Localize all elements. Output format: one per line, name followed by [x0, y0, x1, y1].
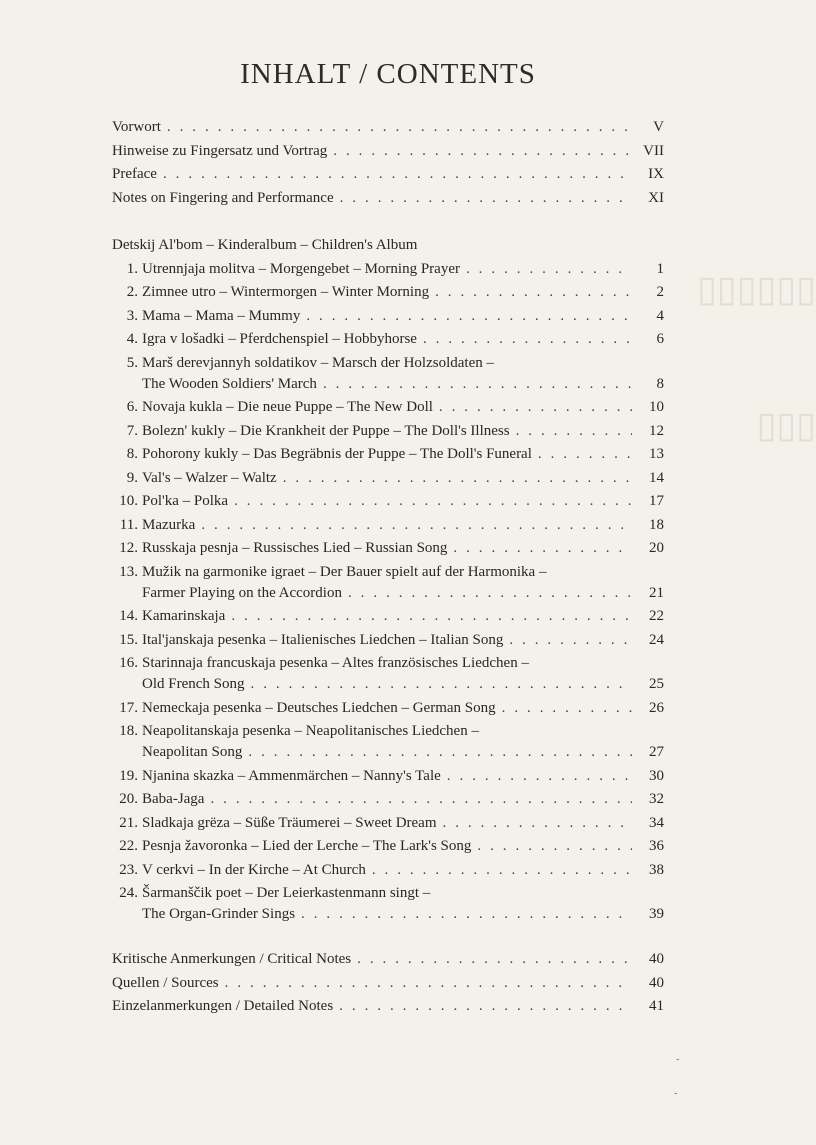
toc-entry-first-line — [112, 561, 664, 582]
toc-entry-number: 15. — [119, 631, 138, 648]
show-through-text: ▯▯▯▯▯▯ — [697, 269, 816, 309]
toc-entry-page: VII — [643, 142, 664, 159]
dot-leader — [225, 972, 632, 996]
toc-entry-page: IX — [648, 166, 664, 182]
dot-leader — [516, 420, 632, 444]
toc-entry-number: 19. — [119, 767, 138, 784]
toc-entry-label: Šarmanščik poet – Der Leierkastenmann singt – — [142, 885, 431, 901]
toc-entry[interactable] — [112, 537, 664, 561]
toc-entry-page: 14 — [649, 469, 664, 486]
toc-entry-page: 13 — [649, 446, 664, 462]
toc-entry-label: Val's – Walzer – Waltz — [142, 469, 277, 486]
toc-entry-title — [112, 116, 161, 140]
toc-entry-title — [112, 859, 366, 883]
toc-entry-page: 25 — [649, 676, 664, 692]
toc-entry-page: 8 — [656, 375, 664, 392]
dot-leader — [453, 537, 632, 561]
toc-entry-number: 22. — [119, 838, 138, 854]
toc-entry-number: 10. — [119, 493, 138, 509]
toc-entry-title — [112, 812, 437, 836]
toc-entry[interactable] — [112, 995, 664, 1019]
toc-entry-title — [112, 673, 245, 697]
toc-entry[interactable] — [112, 514, 664, 538]
toc-entry-title — [112, 281, 429, 305]
toc-entry[interactable] — [112, 697, 664, 721]
toc-entry-page: 22 — [649, 608, 664, 624]
toc-entry-label: Novaja kukla – Die neue Puppe – The New Doll — [142, 399, 433, 415]
toc-entry[interactable] — [112, 948, 664, 972]
toc-entry-title — [112, 948, 351, 972]
toc-entry-page: 4 — [656, 307, 664, 324]
dot-leader — [447, 765, 632, 789]
dot-leader — [333, 140, 632, 164]
toc-entry-page: 41 — [649, 998, 664, 1014]
toc-entry-page: 1 — [656, 260, 664, 277]
toc-entry-label: Sladkaja grëza – Süße Träumerei – Sweet Dream — [142, 814, 437, 831]
toc-entry-page: 26 — [649, 699, 664, 716]
toc-entry[interactable] — [112, 972, 664, 996]
toc-entry[interactable] — [112, 859, 664, 883]
toc-entry-number: 11. — [119, 516, 138, 533]
toc-entry-title — [112, 697, 496, 721]
toc-entry-page: 40 — [649, 974, 664, 991]
toc-entry-title — [112, 605, 225, 629]
toc-entry-label: The Organ-Grinder Sings — [142, 906, 296, 922]
toc-entry-title — [112, 328, 417, 352]
dot-leader — [231, 605, 632, 629]
toc-entry-page: 24 — [649, 631, 664, 648]
back-matter-list — [112, 948, 664, 1019]
toc-entry-number: 3. — [126, 307, 138, 324]
toc-entry-label: Nemeckaja pesenka – Deutsches Liedchen – German Song — [142, 699, 496, 716]
toc-entry-number: 17. — [119, 699, 138, 716]
toc-entry[interactable] — [112, 582, 664, 606]
toc-entry-first-line — [112, 882, 664, 903]
toc-entry[interactable] — [112, 396, 664, 420]
album-section — [112, 234, 664, 927]
dot-leader — [306, 305, 632, 329]
show-through-text: ▯▯▯ — [756, 405, 816, 445]
toc-entry-page: 40 — [649, 951, 664, 967]
toc-entry-number: 2. — [126, 284, 138, 300]
toc-entry-label: Quellen / Sources — [112, 974, 219, 991]
toc-entry[interactable] — [112, 765, 664, 789]
dot-leader — [348, 582, 632, 606]
dot-leader — [477, 835, 632, 859]
toc-entry-label: Notes on Fingering and Performance — [112, 189, 334, 206]
toc-entry-label: V cerkvi – In der Kirche – At Church — [142, 861, 366, 878]
page-title: INHALT / CONTENTS — [240, 58, 536, 90]
toc-entry-number: 6. — [126, 399, 138, 415]
toc-entry[interactable] — [112, 163, 664, 187]
toc-entry-title — [112, 443, 532, 467]
toc-entry-page: V — [653, 119, 664, 135]
toc-entry-first-line — [112, 352, 664, 373]
toc-entry-title — [112, 741, 242, 765]
toc-entry-label: Neapolitan Song — [142, 744, 243, 760]
toc-entry-label: Marš derevjannyh soldatikov – Marsch der Holzsoldaten – — [142, 354, 494, 371]
toc-entry-label: Einzelanmerkungen / Detailed Notes — [112, 998, 334, 1014]
toc-entry-number: 24. — [119, 885, 138, 901]
toc-entry-number: 7. — [126, 422, 138, 439]
toc-entry[interactable] — [112, 673, 664, 697]
toc-entry-label: Neapolitanskaja pesenka – Neapolitanisches Liedchen – — [142, 723, 479, 739]
dot-leader — [234, 490, 632, 514]
toc-entry[interactable] — [112, 258, 664, 282]
dot-leader — [210, 788, 632, 812]
toc-entry-title — [112, 490, 228, 514]
toc-entry-title — [112, 396, 433, 420]
dot-leader — [163, 163, 632, 187]
toc-entry-page: 34 — [649, 814, 664, 831]
toc-entry[interactable] — [112, 420, 664, 444]
toc-entry-title — [112, 972, 219, 996]
toc-entry-title — [112, 995, 333, 1019]
toc-entry[interactable] — [112, 328, 664, 352]
toc-entry-first-line — [112, 720, 664, 741]
toc-entry[interactable] — [112, 788, 664, 812]
dot-leader — [339, 995, 632, 1019]
toc-entry-page: 17 — [649, 493, 664, 509]
toc-entry[interactable] — [112, 373, 664, 397]
toc-entry-label: Kritische Anmerkungen / Critical Notes — [112, 951, 352, 967]
dot-leader — [423, 328, 632, 352]
toc-entry-label: Igra v lošadki – Pferdchenspiel – Hobbyhorse — [142, 331, 417, 347]
toc-entry[interactable] — [112, 490, 664, 514]
dot-leader — [340, 187, 632, 211]
dot-leader — [502, 697, 632, 721]
toc-entry-page: 6 — [656, 331, 664, 347]
toc-entry-title — [112, 903, 295, 927]
toc-entry-page: 39 — [649, 906, 664, 922]
toc-entry-number: 20. — [119, 791, 138, 807]
toc-entry-title — [112, 305, 300, 329]
toc-entry-title — [112, 420, 510, 444]
page-speck-mark: ˷ — [676, 1050, 680, 1061]
toc-entry-page: 20 — [649, 540, 664, 556]
toc-entry-title — [112, 514, 195, 538]
dot-leader — [439, 396, 632, 420]
toc-entry-number: 14. — [119, 608, 138, 624]
toc-entry-number: 23. — [119, 861, 138, 878]
toc-entry-title — [112, 765, 441, 789]
toc-entry-number: 8. — [126, 446, 138, 462]
dot-leader — [248, 741, 632, 765]
front-matter-list — [112, 116, 664, 210]
toc-entry[interactable] — [112, 281, 664, 305]
dot-leader — [538, 443, 632, 467]
toc-entry-label: Mama – Mama – Mummy — [142, 307, 301, 324]
toc-entry-title — [112, 629, 503, 653]
toc-entry[interactable] — [112, 835, 664, 859]
dot-leader — [443, 812, 633, 836]
toc-entry-number: 12. — [119, 540, 138, 556]
dot-leader — [167, 116, 632, 140]
album-items-list — [112, 258, 664, 927]
toc-entry-label: Hinweise zu Fingersatz und Vortrag — [112, 142, 328, 159]
dot-leader — [301, 903, 632, 927]
dot-leader — [201, 514, 632, 538]
toc-entry-label: Ital'janskaja pesenka – Italienisches Liedchen – Italian Song — [142, 631, 504, 648]
toc-entry-page: 18 — [649, 516, 664, 533]
toc-entry-title — [112, 163, 157, 187]
toc-entry-title — [112, 140, 327, 164]
toc-entry-label: Pesnja žavoronka – Lied der Lerche – The Lark's Song — [142, 838, 472, 854]
toc-entry-first-line — [112, 652, 664, 673]
toc-entry[interactable] — [112, 605, 664, 629]
toc-entry[interactable] — [112, 903, 664, 927]
album-heading: Detskij Al'bom – Kinderalbum – Children's Album — [112, 237, 418, 253]
dot-leader — [466, 258, 632, 282]
toc-entry[interactable] — [112, 116, 664, 140]
toc-entry-number: 13. — [119, 563, 138, 580]
toc-entry-label: Baba-Jaga — [142, 791, 205, 807]
toc-entry-label: Preface — [112, 166, 157, 182]
toc-entry-label: Mazurka — [142, 516, 196, 533]
toc-entry-label: The Wooden Soldiers' March — [142, 375, 317, 392]
toc-entry-number: 1. — [126, 260, 138, 277]
dot-leader — [323, 373, 632, 397]
toc-entry-title — [112, 582, 342, 606]
toc-entry-label: Russkaja pesnja – Russisches Lied – Russian Song — [142, 540, 448, 556]
toc-entry-page: 32 — [649, 791, 664, 807]
toc-entry-title — [112, 537, 447, 561]
toc-entry[interactable] — [112, 467, 664, 491]
toc-entry[interactable] — [112, 140, 664, 164]
toc-entry-label: Njanina skazka – Ammenmärchen – Nanny's Tale — [142, 767, 441, 784]
toc-entry-number: 4. — [126, 331, 138, 347]
dot-leader — [372, 859, 632, 883]
toc-entry[interactable] — [112, 443, 664, 467]
dot-leader — [435, 281, 632, 305]
toc-entry-label: Utrennjaja molitva – Morgengebet – Morning Prayer — [142, 260, 460, 277]
toc-entry-label: Vorwort — [112, 119, 161, 135]
dot-leader — [251, 673, 633, 697]
toc-entry-number: 9. — [126, 469, 138, 486]
toc-entry[interactable] — [112, 812, 664, 836]
toc-entry-title — [112, 258, 460, 282]
toc-entry-number: 18. — [119, 723, 138, 739]
toc-entry[interactable] — [112, 629, 664, 653]
toc-entry-label: Starinnaja francuskaja pesenka – Altes französisches Liedchen – — [142, 655, 529, 671]
toc-entry-title — [112, 835, 471, 859]
dot-leader — [283, 467, 632, 491]
toc-entry-title — [112, 373, 317, 397]
toc-entry-page: 12 — [649, 422, 664, 439]
toc-entry-label: Kamarinskaja — [142, 608, 226, 624]
toc-entry[interactable] — [112, 305, 664, 329]
toc-entry-page: 21 — [649, 584, 664, 601]
toc-entry[interactable] — [112, 741, 664, 765]
toc-entry-title — [112, 187, 334, 211]
page-speck-mark: ˷ — [674, 1084, 678, 1095]
toc-entry-title — [112, 467, 277, 491]
toc-entry-number: 5. — [126, 354, 138, 371]
toc-entry-page: 2 — [656, 284, 664, 300]
dot-leader — [509, 629, 632, 653]
toc-entry-label: Old French Song — [142, 676, 245, 692]
toc-entry-label: Mužik na garmonike igraet – Der Bauer spielt auf der Harmonika – — [142, 563, 547, 580]
toc-entry-page: 10 — [649, 399, 664, 415]
toc-entry-number: 21. — [119, 814, 138, 831]
toc-entry-page: 38 — [649, 861, 664, 878]
toc-entry-label: Farmer Playing on the Accordion — [142, 584, 342, 601]
toc-entry-page: 36 — [649, 838, 664, 854]
toc-entry-title — [112, 788, 204, 812]
toc-entry-label: Bolezn' kukly – Die Krankheit der Puppe – The Doll's Illness — [142, 422, 510, 439]
toc-entry-label: Pol'ka – Polka — [142, 493, 229, 509]
toc-entry-page: 30 — [649, 767, 664, 784]
toc-entry-page: 27 — [649, 744, 664, 760]
toc-entry-label: Pohorony kukly – Das Begräbnis der Puppe – The Doll's Funeral — [142, 446, 532, 462]
toc-entry-label: Zimnee utro – Wintermorgen – Winter Morning — [142, 284, 430, 300]
toc-entry-page: XI — [648, 189, 664, 206]
dot-leader — [357, 948, 632, 972]
toc-entry-number: 16. — [119, 655, 138, 671]
toc-entry[interactable] — [112, 187, 664, 211]
